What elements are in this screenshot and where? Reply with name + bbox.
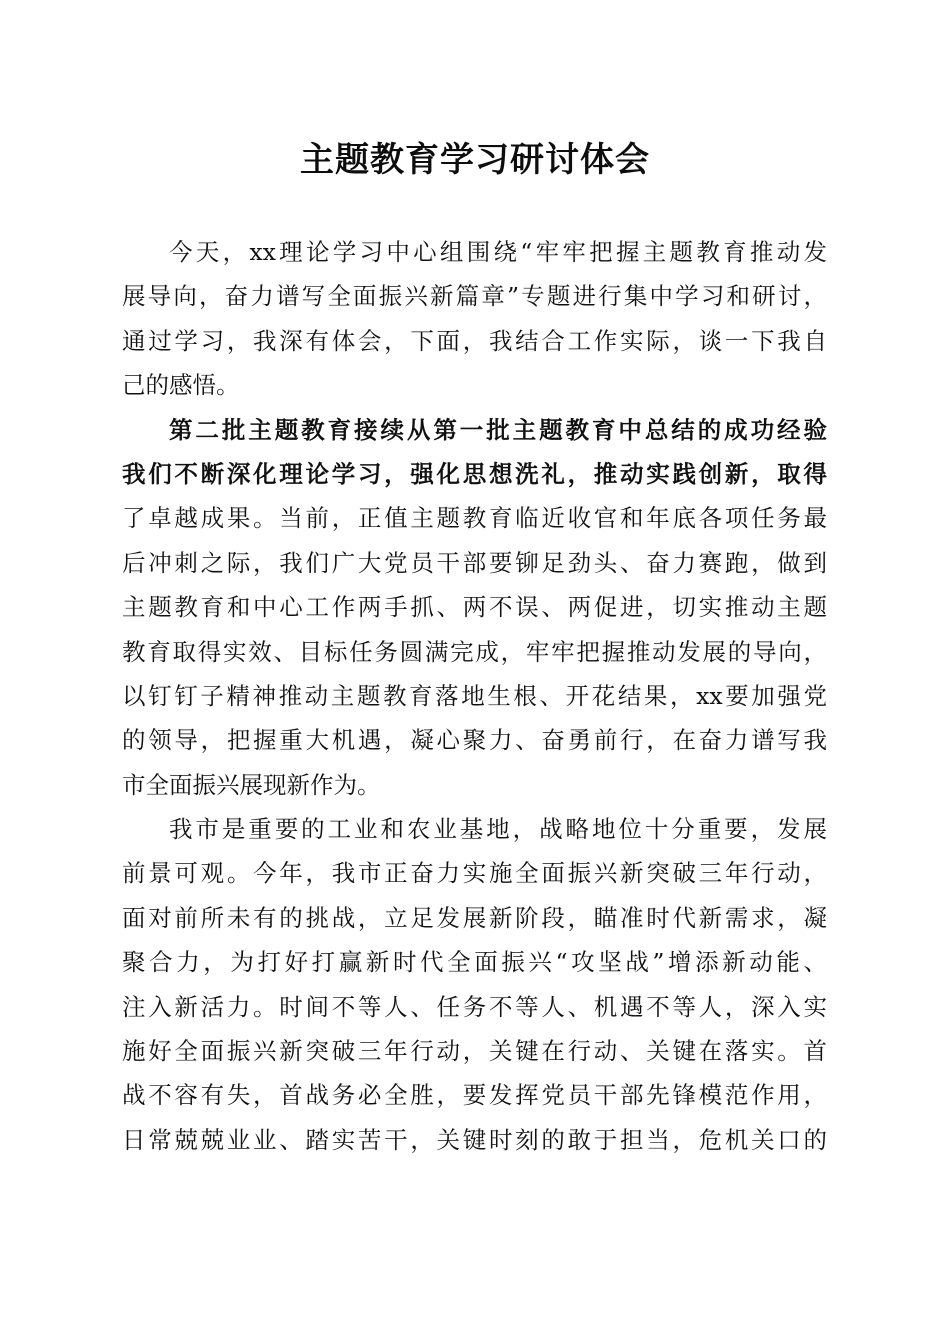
text-line: 教育取得实效、目标任务圆满完成，牢牢把握推动发展的导向， bbox=[122, 637, 827, 666]
text-line: 主题教育和中心工作两手抓、两不误、两促进，切实推动主题 bbox=[122, 593, 827, 622]
paragraph-1 bbox=[122, 230, 827, 408]
text-line: 战不容有失，首战务必全胜，要发挥党员干部先锋模范作用， bbox=[122, 1081, 827, 1110]
text-line: 我市是重要的工业和农业基地，战略地位十分重要，发展 bbox=[169, 815, 827, 844]
text-line: 通过学习，我深有体会，下面，我结合工作实际，谈一下我自 bbox=[122, 326, 827, 355]
text-line: 日常兢兢业业、踏实苦干，关键时刻的敢于担当，危机关口的 bbox=[122, 1125, 827, 1154]
text-line: 己的感悟。 bbox=[122, 371, 240, 400]
document-title: 主题教育学习研讨体会 bbox=[300, 140, 650, 180]
text-line: 注入新活力。时间不等人、任务不等人、机遇不等人，深入实 bbox=[122, 992, 827, 1021]
paragraph-3 bbox=[122, 807, 827, 1162]
document-body bbox=[122, 230, 827, 1162]
text-line: 聚合力，为打好打赢新时代全面振兴“攻坚战”增添新动能、 bbox=[122, 948, 827, 977]
text-line: 了卓越成果。当前，正值主题教育临近收官和年底各项任务最 bbox=[122, 504, 827, 533]
text-line: 我们不断深化理论学习，强化思想洗礼，推动实践创新，取得 bbox=[122, 459, 827, 488]
text-line: 第二批主题教育接续从第一批主题教育中总结的成功经验 bbox=[169, 415, 827, 444]
text-line: 后冲刺之际，我们广大党员干部要铆足劲头、奋力赛跑，做到 bbox=[122, 548, 827, 577]
paragraph-2 bbox=[122, 408, 827, 808]
text-line: 的领导，把握重大机遇，凝心聚力、奋勇前行，在奋力谱写我 bbox=[122, 726, 827, 755]
text-line: 市全面振兴展现新作为。 bbox=[122, 770, 381, 799]
text-line: 面对前所未有的挑战，立足发展新阶段，瞄准时代新需求，凝 bbox=[122, 903, 827, 932]
text-line: 以钉钉子精神推动主题教育落地生根、开花结果，xx要加强党 bbox=[122, 681, 827, 710]
text-line: 前景可观。今年，我市正奋力实施全面振兴新突破三年行动， bbox=[122, 859, 827, 888]
text-line: 施好全面振兴新突破三年行动，关键在行动、关键在落实。首 bbox=[122, 1037, 827, 1066]
text-line: 展导向，奋力谱写全面振兴新篇章”专题进行集中学习和研讨， bbox=[122, 282, 827, 311]
text-line: 今天，xx理论学习中心组围绕“牢牢把握主题教育推动发 bbox=[169, 238, 827, 266]
